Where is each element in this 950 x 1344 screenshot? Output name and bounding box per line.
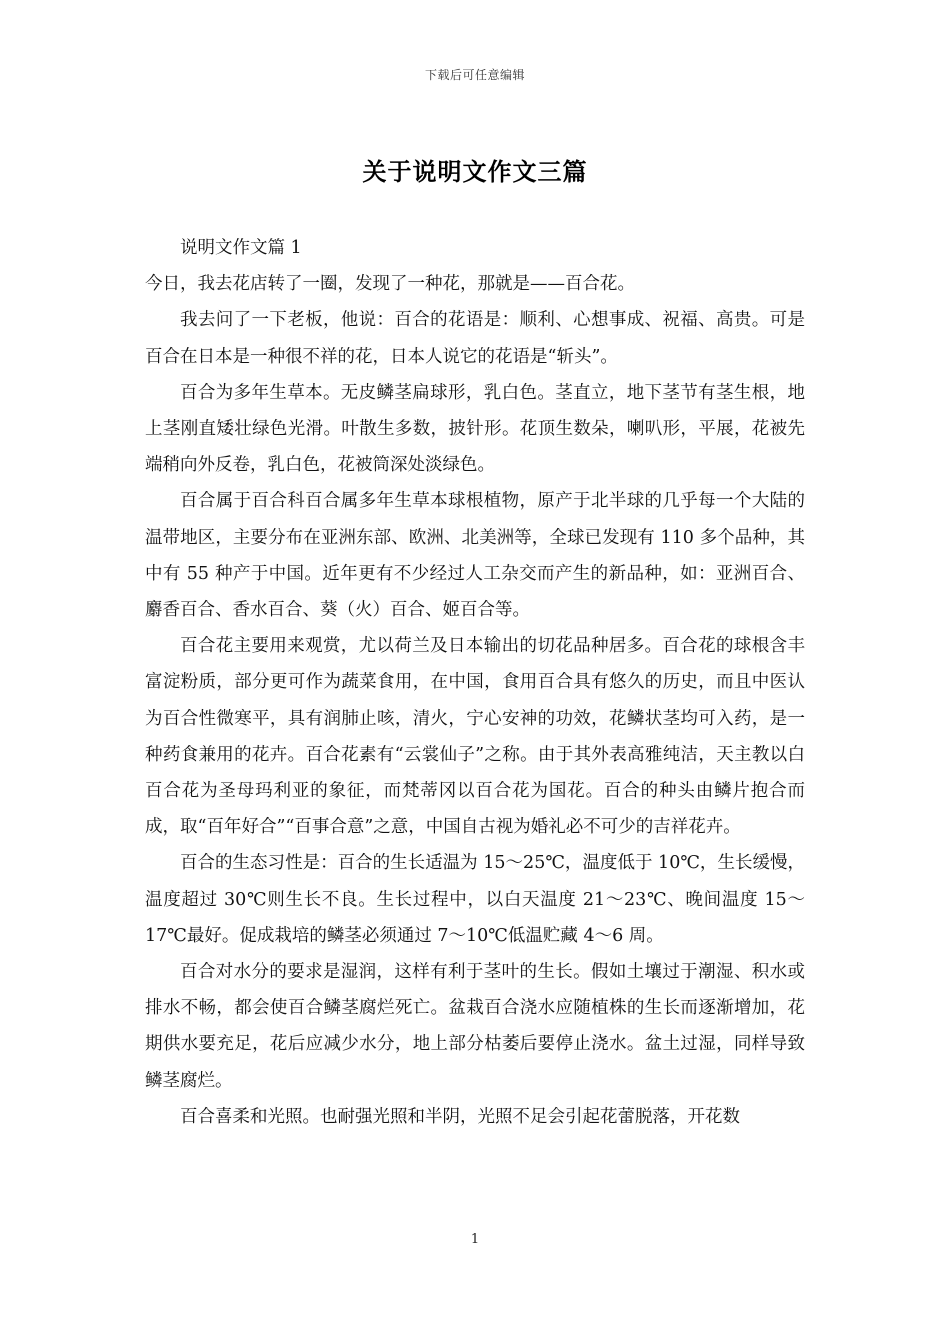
document-body: [145, 230, 805, 1135]
paragraph-4: 百合属于百合科百合属多年生草本球根植物，原产于北半球的几乎每一个大陆的温带地区，主要分布在亚洲东部、欧洲、北美洲等，全球已发现有 110 多个品种，其中有 55 种产于中国。近年更有不少经过人工杂交而产生的新品种，如：亚洲百合、麝香百合、香水百合、葵（火）百合、姬百合等。: [145, 491, 805, 621]
page-number: 1: [470, 1232, 480, 1247]
paragraph-2: 我去问了一下老板，他说：百合的花语是：顺利、心想事成、祝福、高贵。可是百合在日本是一种很不祥的花，日本人说它的花语是“斩头”。: [145, 310, 805, 367]
page-header-note: 下载后可任意编辑: [424, 68, 525, 82]
paragraph-3: 百合为多年生草本。无皮鳞茎扁球形，乳白色。茎直立，地下茎节有茎生根，地上茎刚直矮壮绿色光滑。叶散生多数，披针形。花顶生数朵，喇叭形，平展，花被先端稍向外反卷，乳白色，花被筒深处淡绿色。: [145, 382, 805, 476]
paragraph-7: 百合对水分的要求是湿润，这样有利于茎叶的生长。假如土壤过于潮湿、积水或排水不畅，都会使百合鳞茎腐烂死亡。盆栽百合浇水应随植株的生长而逐渐增加，花期供水要充足，花后应减少水分，地上部分枯萎后要停止浇水。盆土过湿，同样导致鳞茎腐烂。: [145, 962, 805, 1091]
paragraph-5: 百合花主要用来观赏，尤以荷兰及日本输出的切花品种居多。百合花的球根含丰富淀粉质，部分更可作为蔬菜食用，在中国，食用百合具有悠久的历史，而且中医认为百合性微寒平，具有润肺止咳，清火，宁心安神的功效，花鳞状茎均可入药，是一种药食兼用的花卉。百合花素有“云裳仙子”之称。由于其外表高雅纯洁，天主教以白百合花为圣母玛利亚的象征，而梵蒂冈以百合花为国花。百合的种头由鳞片抱合而成，取“百年好合”“百事合意”之意，中国自古视为婚礼必不可少的吉祥花卉。: [145, 636, 805, 838]
document-title: 关于说明文作文三篇: [362, 157, 588, 186]
paragraph-8: 百合喜柔和光照。也耐强光照和半阴，光照不足会引起花蕾脱落，开花数: [180, 1106, 740, 1127]
section-heading: 说明文作文篇 1: [180, 238, 302, 258]
paragraph-6: 百合的生态习性是：百合的生长适温为 15～25℃，温度低于 10℃，生长缓慢，温度超过 30℃则生长不良。生长过程中，以白天温度 21～23℃、晚间温度 15～17℃最好。促成栽培的鳞茎必须通过 7～10℃低温贮藏 4～6 周。: [145, 853, 805, 946]
paragraph-1: 今日，我去花店转了一圈，发现了一种花，那就是——百合花。: [145, 274, 635, 295]
